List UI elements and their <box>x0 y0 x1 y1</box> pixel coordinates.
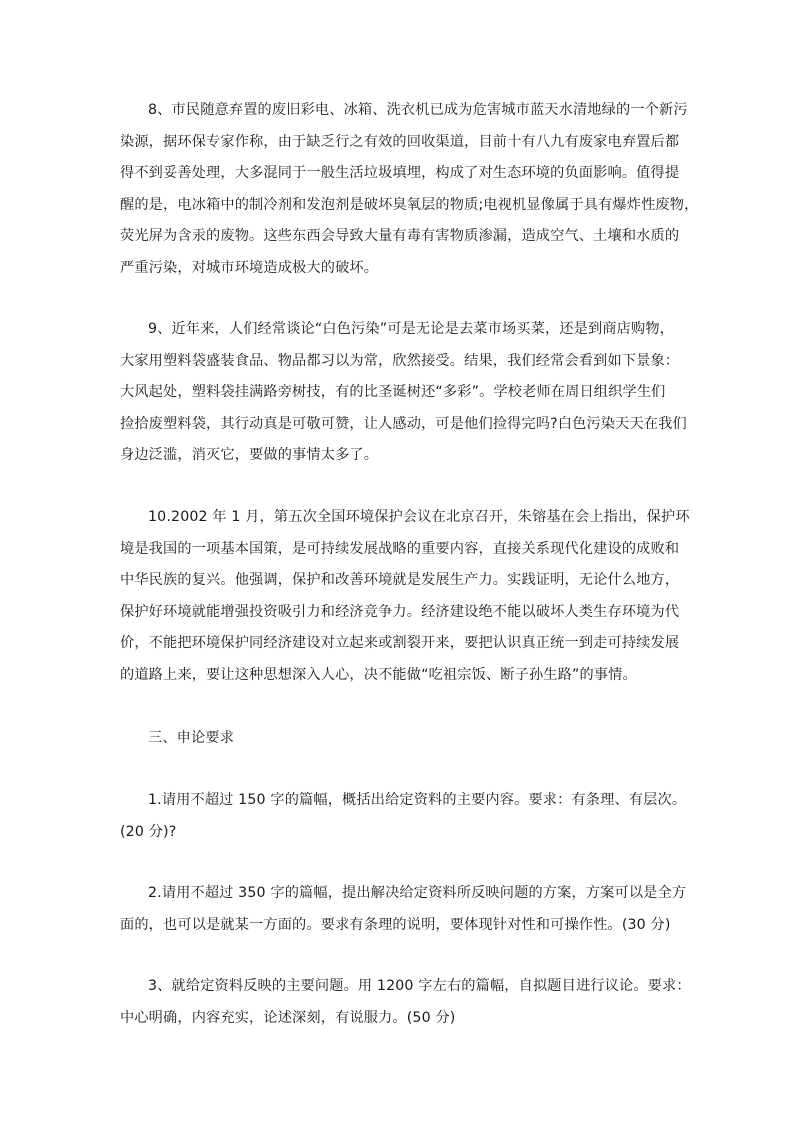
text-line: 得不到妥善处理，大多混同于一般生活垃圾填埋，构成了对生态环境的负面影响。值得提 <box>120 165 680 181</box>
text-line: 面的，也可以是就某一方面的。要求有条理的说明，要体现针对性和可操作性。(30 分) <box>120 916 671 933</box>
text-line: 3、就给定资料反映的主要问题。用 1200 字左右的篇幅，自拟题目进行议论。要求： <box>148 978 691 994</box>
text-line: 大风起处，塑料袋挂满路旁树技，有的比圣诞树还“多彩”。学校老师在周日组织学生们 <box>120 384 666 400</box>
text-line: 身边泛滥，消灭它，要做的事情太多了。 <box>120 447 379 463</box>
paragraph-8 <box>120 95 699 284</box>
text-line: 醒的是，电冰箱中的制冷剂和发泡剂是破坏臭氧层的物质;电视机显像属于具有爆炸性废物， <box>120 196 699 213</box>
text-line: 保护好环境就能增强投资吸引力和经济竞争力。经济建设绝不能以破坏人类生存环境为代 <box>120 603 680 620</box>
text-line: 染源，据环保专家作称，由于缺乏行之有效的回收渠道，目前十有八九有废家电弃置后都 <box>120 133 680 150</box>
requirement-3 <box>120 971 691 1034</box>
text-line: 境是我国的一项基本国策，是可持续发展战略的重要内容，直接关系现代化建设的成败和 <box>120 540 680 557</box>
text-line: (20 分)? <box>120 823 177 840</box>
text-line: 9、近年来，人们经常谈论“白色污染”可是无论是去菜市场买菜，还是到商店购物， <box>148 321 674 337</box>
text-line: 2.请用不超过 350 字的篇幅，提出解决给定资料所反映问题的方案，方案可以是全方 <box>148 885 687 901</box>
requirement-1 <box>120 785 687 848</box>
text-line: 严重污染，对城市环境造成极大的破坏。 <box>120 259 379 276</box>
text-line: 1.请用不超过 150 字的篇幅，概括出给定资料的主要内容。要求：有条理、有层次。 <box>148 792 687 808</box>
text-line: 中心明确，内容充实，论述深刻，有说服力。(50 分) <box>120 1009 456 1026</box>
paragraph-10 <box>120 502 690 691</box>
text-line: 大家用塑料袋盛装食品、物品都习以为常，欣然接受。结果，我们经常会看到如下景象： <box>120 352 680 369</box>
text-line: 中华民族的复兴。他强调，保护和改善环境就是发展生产力。实践证明，无论什么地方， <box>120 572 680 588</box>
text-line: 捡拾废塑料袋，其行动真是可敬可赞，让人感动，可是他们捡得完吗?白色污染天天在我们 <box>120 415 687 432</box>
requirement-2 <box>120 878 687 941</box>
text-line: 的道路上来，要让这种思想深入人心，决不能做“吃祖宗饭、断子孙生路”的事情。 <box>120 666 637 683</box>
text-line: 10.2002 年 1 月，第五次全国环境保护会议在北京召开，朱镕基在会上指出，保护环 <box>148 509 690 525</box>
text-line: 荧光屏为含汞的废物。这些东西会导致大量有毒有害物质渗漏，造成空气、土壤和水质的 <box>120 228 680 244</box>
paragraph-9 <box>120 314 687 472</box>
section-heading-text: 三、申论要求 <box>148 730 235 746</box>
section-heading <box>120 723 680 755</box>
text-line: 价，不能把环境保护同经济建设对立起来或割裂开来，要把认识真正统一到走可持续发展 <box>120 635 680 651</box>
text-line: 8、市民随意弃置的废旧彩电、冰箱、洗衣机已成为危害城市蓝天水清地绿的一个新污 <box>148 102 688 118</box>
